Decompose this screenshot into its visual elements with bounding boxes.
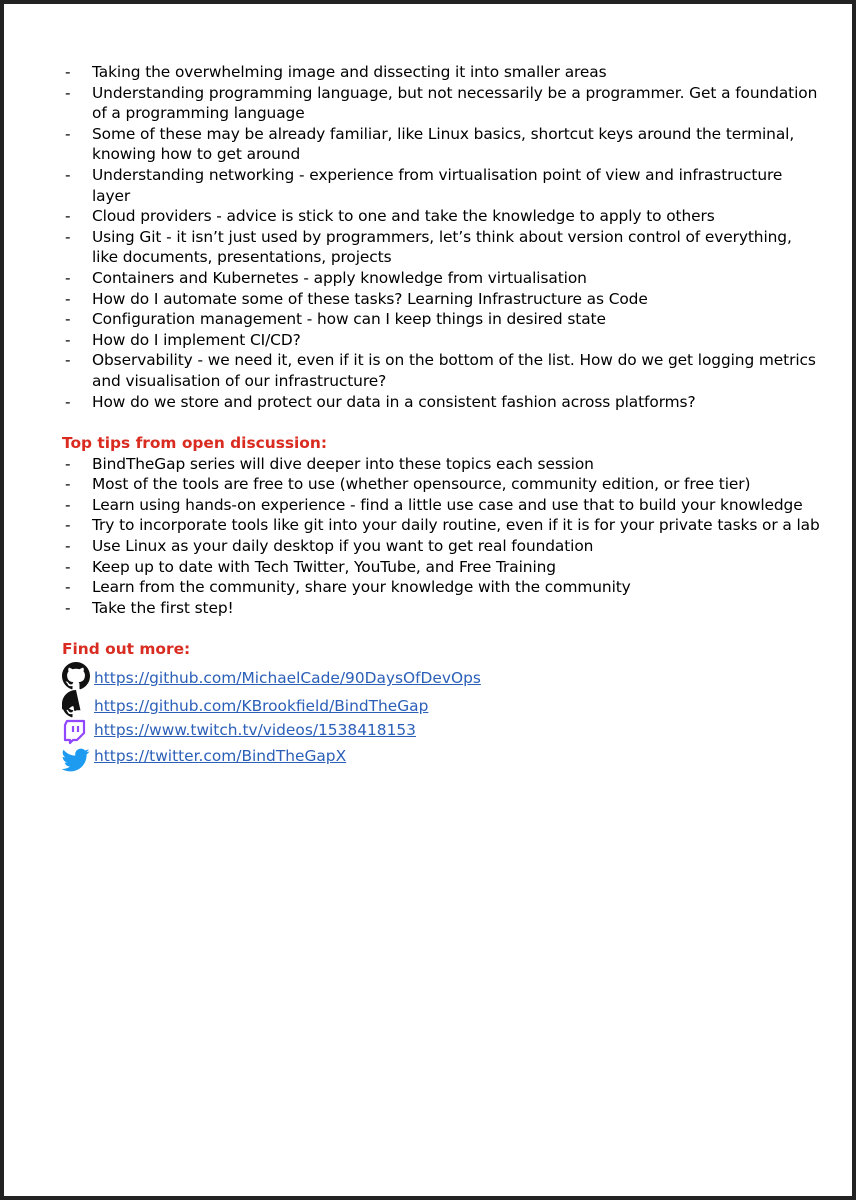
list-item-text: Cloud providers - advice is stick to one and take the knowledge to apply to others [92,207,715,226]
bullet-dash: - [65,207,71,226]
bullet-dash: - [65,578,71,597]
bullet-dash: - [65,537,71,556]
list-item-text: Learn using hands-on experience - find a little use case and use that to build your knowledge [92,495,803,514]
link-item [62,688,822,716]
list-item-text: Using Git - it isn’t just used by programmers, let’s think about version control of everything, like documents, presentations, projects [92,227,792,267]
list-item-text: Take the first step! [92,598,234,617]
list-item-text: How do we store and protect our data in a consistent fashion across platforms? [92,392,696,411]
bullet-dash: - [65,165,71,184]
list-item [62,515,822,536]
list-item-text: BindTheGap series will dive deeper into these topics each session [92,454,594,473]
list-item-text: Keep up to date with Tech Twitter, YouTube, and Free Training [92,557,556,576]
twitch-video-link[interactable]: https://www.twitch.tv/videos/1538418153 [94,721,416,740]
twitter-icon [62,746,90,774]
link-item [62,744,822,772]
bullet-dash: - [65,124,71,143]
list-item [62,83,822,124]
twitter-bindthegapx-link[interactable]: https://twitter.com/BindTheGapX [94,747,347,766]
link-item [62,716,822,744]
list-item [62,206,822,227]
bullet-dash: - [65,83,71,102]
tips-bullet-list [62,454,822,619]
list-item [62,289,822,310]
list-item-text: Taking the overwhelming image and dissecting it into smaller areas [92,63,607,81]
list-item-text: How do I automate some of these tasks? Learning Infrastructure as Code [92,289,648,308]
list-item [62,454,822,475]
list-item-text: Learn from the community, share your knowledge with the community [92,578,631,597]
bullet-dash: - [65,392,71,411]
bullet-dash: - [65,495,71,514]
list-item-text: Use Linux as your daily desktop if you want to get real foundation [92,537,594,556]
bullet-dash: - [65,310,71,329]
find-out-more-heading: Find out more: [62,640,191,659]
list-item [62,165,822,206]
bullet-dash: - [65,598,71,617]
list-item [62,392,822,413]
list-item [62,577,822,598]
github-90daysofdevops-link[interactable]: https://github.com/MichaelCade/90DaysOfDevOps [94,669,481,688]
bullet-dash: - [65,454,71,473]
list-item-text: Observability - we need it, even if it is on the bottom of the list. How do we get logging metrics and visualisation of our infrastructure? [92,351,816,390]
list-item [62,227,822,268]
bullet-dash: - [65,289,71,308]
list-item [62,495,822,516]
list-item-text: Most of the tools are free to use (whether opensource, community edition, or free tier) [92,475,751,494]
list-item [62,536,822,557]
bullet-dash: - [65,268,71,287]
list-item [62,598,822,619]
list-item [62,309,822,330]
github-bindthegap-link[interactable]: https://github.com/KBrookfield/BindTheGap [94,697,429,716]
links-list [62,660,822,772]
list-item [62,474,822,495]
list-item [62,350,822,391]
bullet-dash: - [65,516,71,535]
github-icon [62,662,90,690]
list-item-text: Understanding programming language, but not necessarily be a programmer. Get a foundation of a programming language [92,83,818,123]
bullet-dash: - [65,330,71,349]
list-item [62,62,822,83]
list-item-text: Some of these may be already familiar, like Linux basics, shortcut keys around the terminal, knowing how to get around [92,124,795,164]
list-item [62,557,822,578]
list-item-text: How do I implement CI/CD? [92,330,301,349]
github-icon [62,690,90,718]
link-item [62,660,822,688]
bullet-dash: - [65,351,71,370]
list-item [62,330,822,351]
document-content [62,62,822,772]
bullet-dash: - [65,475,71,494]
list-item-text: Try to incorporate tools like git into your daily routine, even if it is for your private tasks or a lab [92,516,820,535]
list-item [62,268,822,289]
list-item-text: Containers and Kubernetes - apply knowledge from virtualisation [92,268,587,287]
list-item-text: Understanding networking - experience from virtualisation point of view and infrastructure layer [92,165,783,205]
bullet-dash: - [65,557,71,576]
twitch-icon [62,718,90,746]
intro-bullet-list [62,62,822,412]
bullet-dash: - [65,63,71,81]
list-item [62,124,822,165]
list-item-text: Configuration management - how can I keep things in desired state [92,310,606,329]
tips-heading: Top tips from open discussion: [62,434,327,453]
bullet-dash: - [65,227,71,246]
